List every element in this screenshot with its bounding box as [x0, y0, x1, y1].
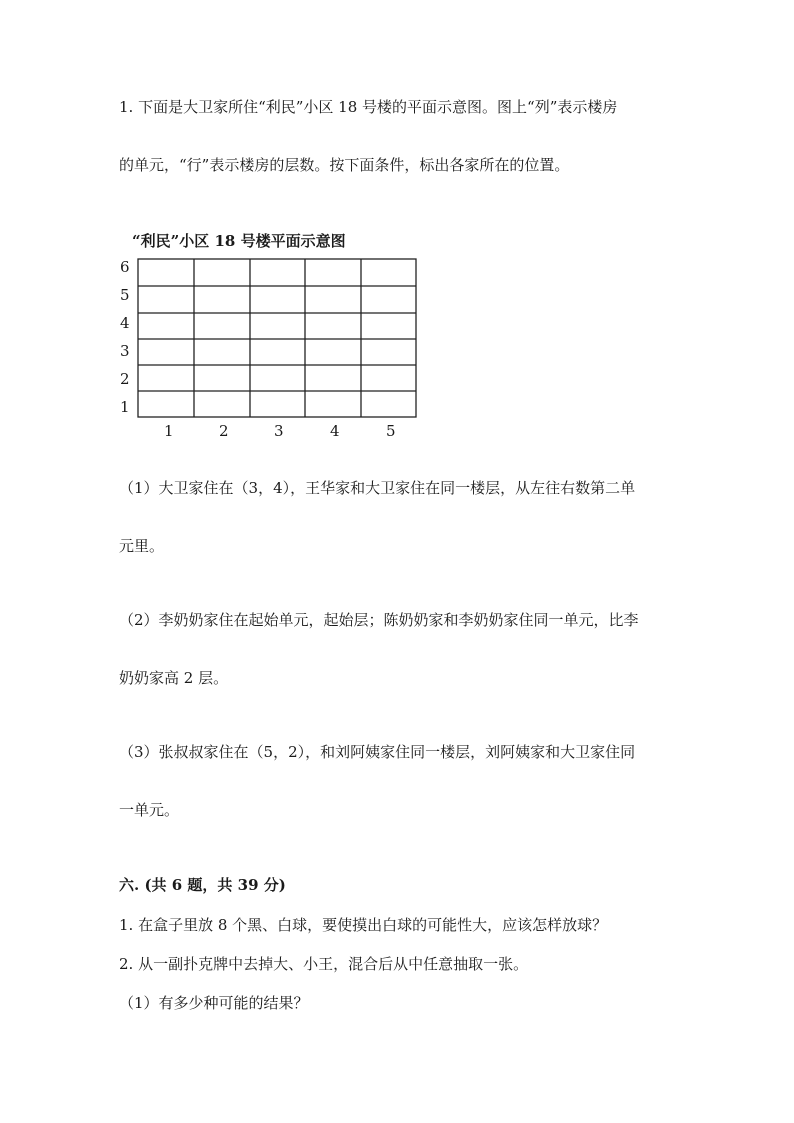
section-6-heading: 六. (共 6 题，共 39 分) [119, 876, 286, 894]
column-label: 2 [219, 422, 229, 440]
row-label: 2 [120, 370, 130, 388]
condition-1-line-2: 元里。 [119, 537, 165, 555]
column-label: 3 [274, 422, 284, 440]
section-6-question-1: 1. 在盒子里放 8 个黑、白球，要使摸出白球的可能性大，应该怎样放球？ [119, 916, 608, 934]
row-label: 1 [120, 398, 130, 416]
row-label: 3 [120, 342, 130, 360]
condition-3-line-2: 一单元。 [119, 801, 180, 819]
section-6-question-2: 2. 从一副扑克牌中去掉大、小王，混合后从中任意抽取一张。 [119, 955, 529, 973]
row-label: 6 [120, 258, 130, 276]
condition-3-line-1: （3）张叔叔家住在（5，2），和刘阿姨家住同一楼层，刘阿姨家和大卫家住同 [119, 743, 636, 761]
condition-2-line-1: （2）李奶奶家住在起始单元，起始层；陈奶奶家和李奶奶家住同一单元，比李 [119, 611, 639, 629]
column-label: 1 [164, 422, 174, 440]
column-label: 5 [386, 422, 396, 440]
figure-title: “利民”小区 18 号楼平面示意图 [132, 232, 346, 250]
row-label: 4 [120, 314, 130, 332]
building-grid-figure [112, 250, 432, 450]
building-grid [112, 250, 432, 450]
grid-lines [138, 259, 416, 417]
condition-1-line-1: （1）大卫家住在（3，4），王华家和大卫家住在同一楼层，从左往右数第二单 [119, 479, 636, 497]
condition-2-line-2: 奶奶家高 2 层。 [119, 669, 229, 687]
row-label: 5 [120, 286, 130, 304]
column-label: 4 [330, 422, 340, 440]
question-1-line-1: 1. 下面是大卫家所住“利民”小区 18 号楼的平面示意图。图上“列”表示楼房 [119, 98, 618, 116]
question-1-line-2: 的单元，“行”表示楼房的层数。按下面条件，标出各家所在的位置。 [119, 156, 570, 174]
section-6-question-2-part-1: （1）有多少种可能的结果？ [119, 994, 309, 1012]
